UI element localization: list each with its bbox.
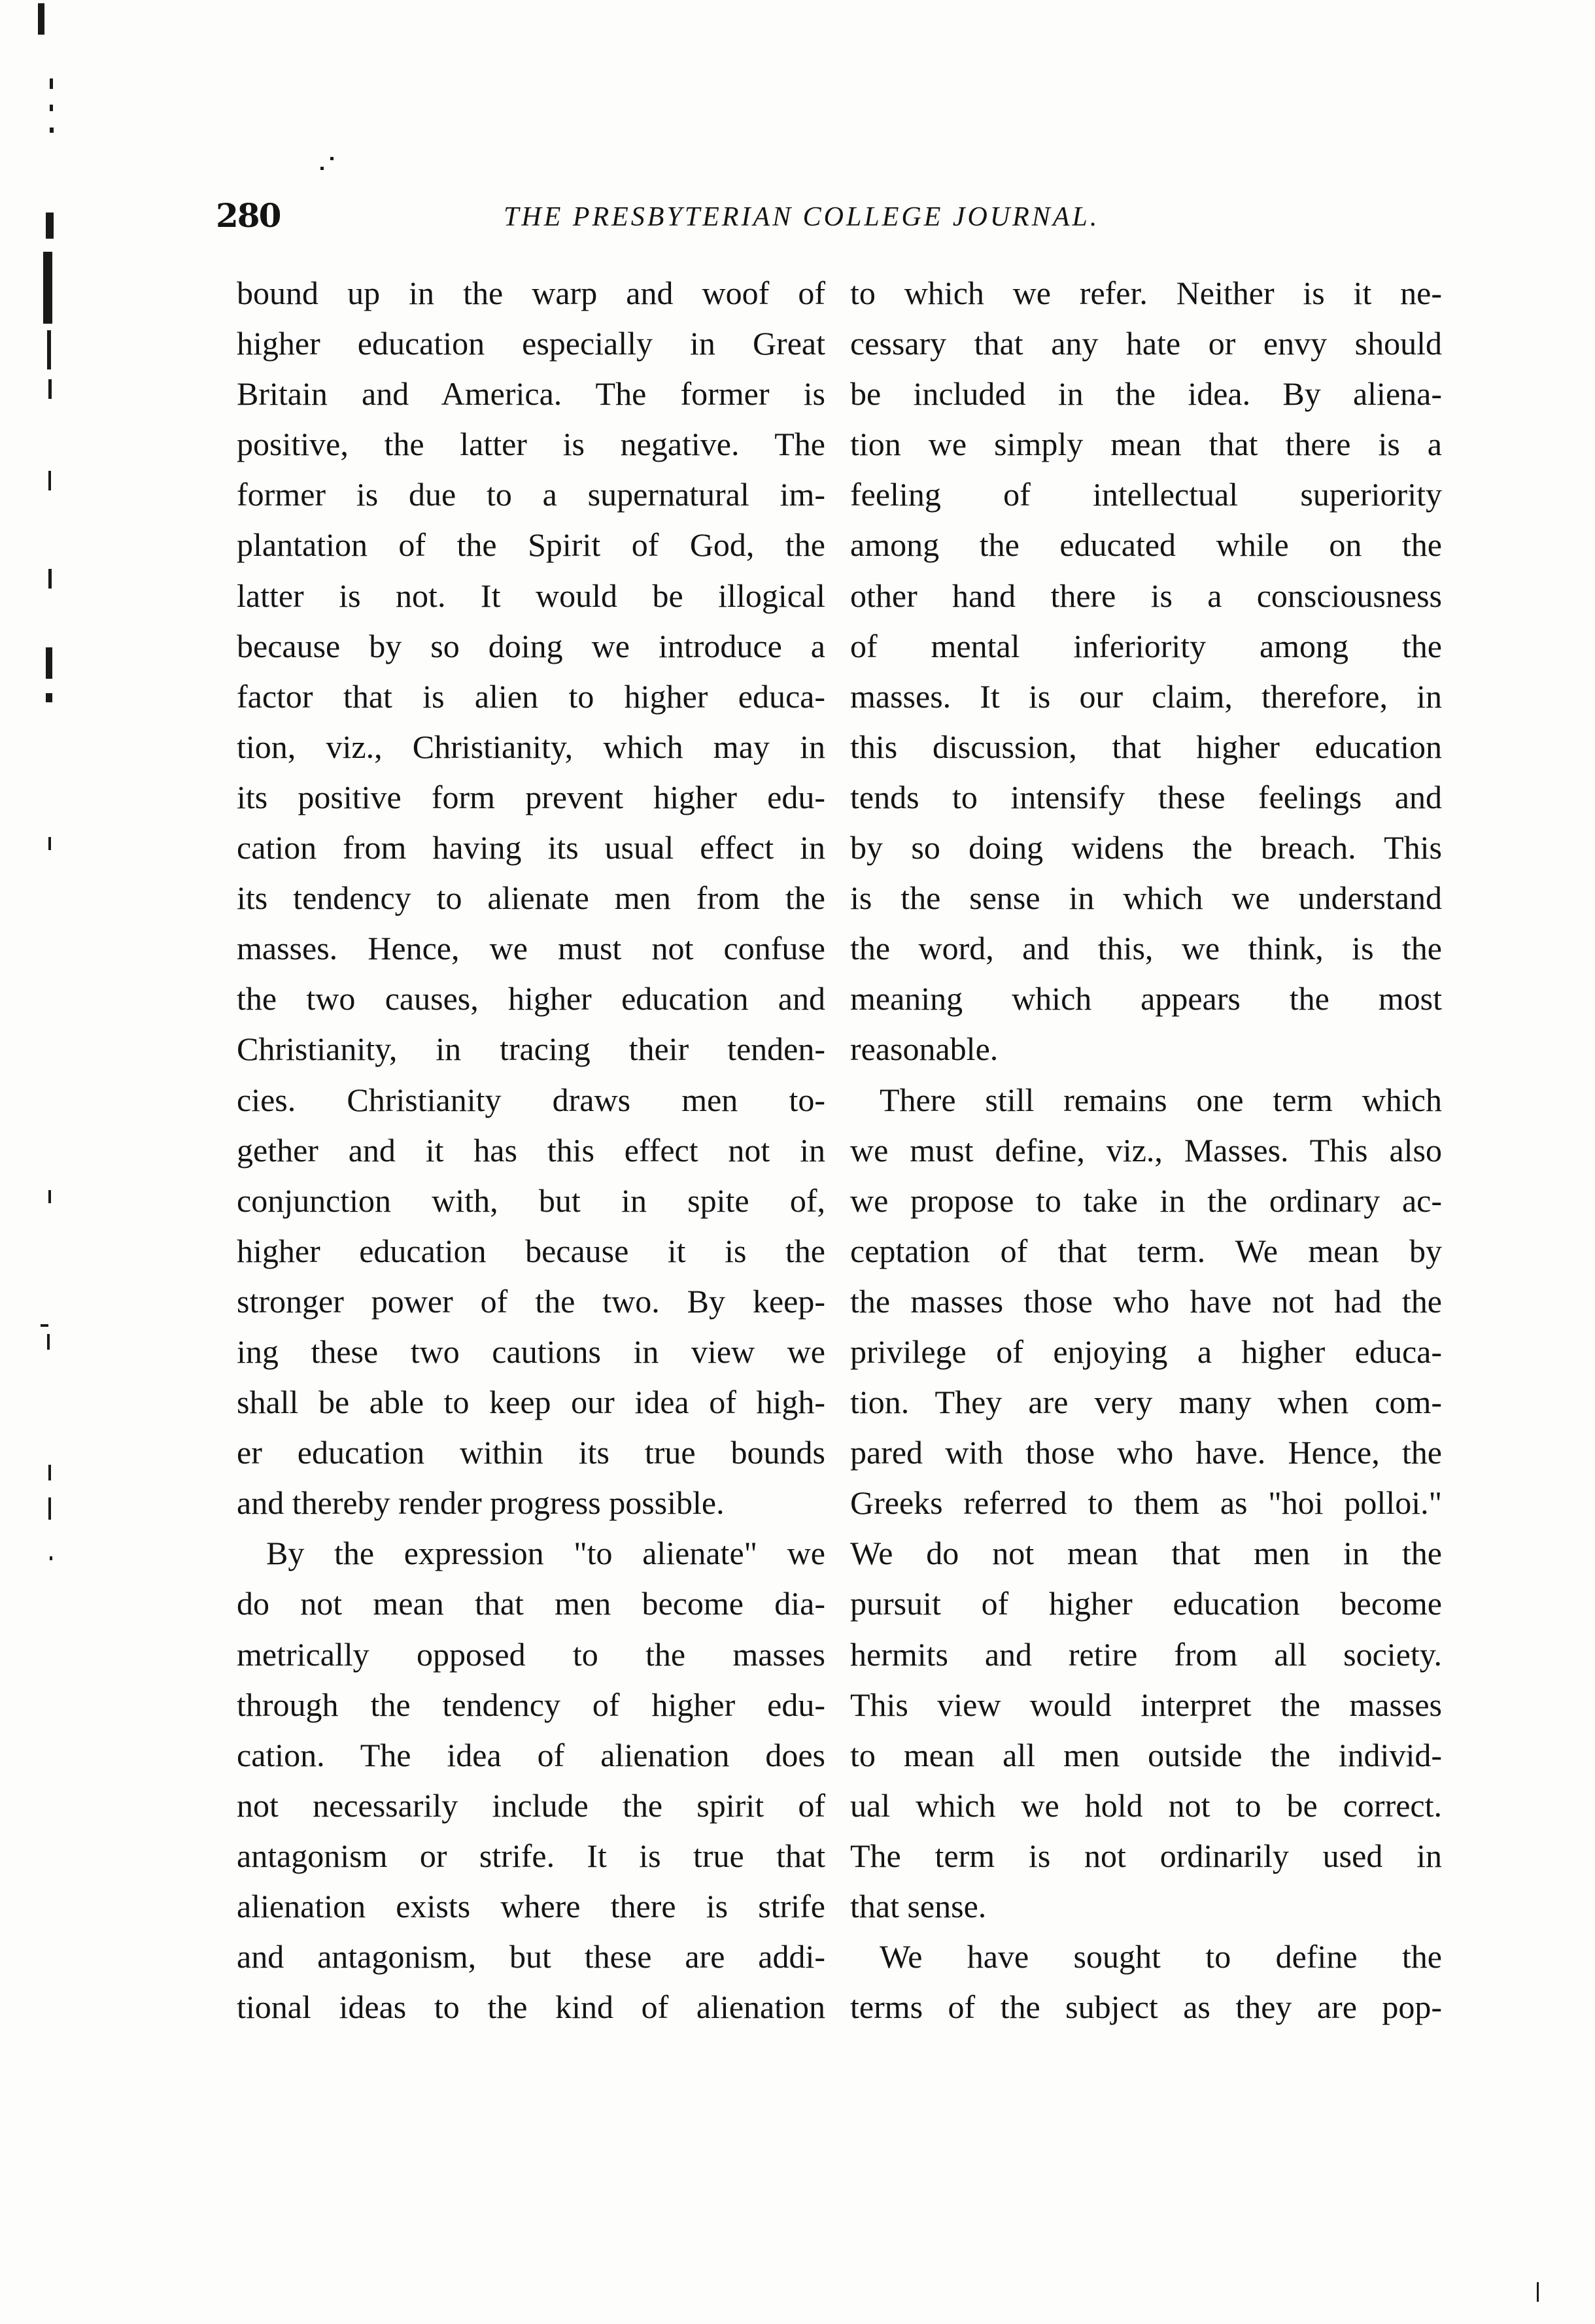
text-line: reasonable. xyxy=(850,1031,999,1068)
text-line: Christianity, in tracing their tenden- xyxy=(237,1031,825,1068)
text-line: latter is not. It would be illogical xyxy=(237,577,825,614)
scan-artifact-mark xyxy=(41,1324,48,1327)
text-line: of mental inferiority among the xyxy=(850,627,1442,664)
text-line: ual which we hold not to be correct. xyxy=(850,1786,1442,1824)
text-line: this discussion, that higher education xyxy=(850,728,1442,765)
text-line: er education within its true bounds xyxy=(237,1434,825,1471)
scan-artifact-mark xyxy=(48,1190,51,1203)
text-line: former is due to a supernatural im- xyxy=(237,476,825,513)
text-line: masses. Hence, we must not confuse xyxy=(237,930,825,967)
scan-artifact-mark xyxy=(38,3,44,35)
scan-artifact-mark xyxy=(48,471,51,490)
text-line: by so doing widens the breach. This xyxy=(850,829,1442,866)
text-line: By the expression "to alienate" we xyxy=(266,1535,825,1572)
text-line: conjunction with, but in spite of, xyxy=(237,1182,825,1219)
scan-artifact-mark xyxy=(320,167,324,170)
text-line: its positive form prevent higher edu- xyxy=(237,778,825,815)
scan-artifact-mark xyxy=(50,1556,52,1560)
text-line: we propose to take in the ordinary ac- xyxy=(850,1182,1442,1219)
text-line: tion. They are very many when com- xyxy=(850,1384,1442,1421)
left-column xyxy=(237,268,825,2032)
text-line: that sense. xyxy=(850,1888,987,1924)
text-line: privilege of enjoying a higher educa- xyxy=(850,1333,1442,1370)
scan-artifact-mark xyxy=(50,78,53,89)
text-line: cation from having its usual effect in xyxy=(237,829,825,866)
text-line: The term is not ordinarily used in xyxy=(850,1837,1442,1874)
text-line: terms of the subject as they are pop- xyxy=(850,1989,1442,2026)
text-line: tional ideas to the kind of alienation xyxy=(237,1989,825,2026)
text-line: and thereby render progress possible. xyxy=(237,1484,725,1522)
text-line: antagonism or strife. It is true that xyxy=(237,1837,825,1874)
text-line: its tendency to alienate men from the xyxy=(237,880,825,917)
text-line: not necessarily include the spirit of xyxy=(237,1786,825,1824)
text-line: the two causes, higher education and xyxy=(237,980,825,1017)
text-line: alienation exists where there is strife xyxy=(237,1888,825,1924)
scan-artifact-mark xyxy=(43,252,52,324)
text-line: and antagonism, but these are addi- xyxy=(237,1938,825,1975)
text-line: cation. The idea of alienation does xyxy=(237,1736,825,1773)
text-line: among the educated while on the xyxy=(850,526,1442,564)
text-line: other hand there is a consciousness xyxy=(850,577,1442,614)
text-line: metrically opposed to the masses xyxy=(237,1635,825,1673)
text-line: the word, and this, we think, is the xyxy=(850,930,1442,967)
text-line: This view would interpret the masses xyxy=(850,1686,1442,1723)
text-line: ing these two cautions in view we xyxy=(237,1333,825,1370)
text-line: stronger power of the two. By keep- xyxy=(237,1282,825,1320)
text-line: gether and it has this effect not in xyxy=(237,1131,825,1169)
scan-artifact-mark xyxy=(46,213,54,239)
scan-artifact-mark xyxy=(47,330,51,369)
text-line: Greeks referred to them as "hoi polloi." xyxy=(850,1484,1442,1522)
text-line: ceptation of that term. We mean by xyxy=(850,1232,1442,1269)
text-line: pursuit of higher education become xyxy=(850,1585,1442,1622)
text-line: to which we refer. Neither is it ne- xyxy=(850,275,1442,311)
scan-artifact-mark xyxy=(48,379,52,399)
text-line: tends to intensify these feelings and xyxy=(850,778,1442,815)
text-line: positive, the latter is negative. The xyxy=(237,426,825,463)
text-line: be included in the idea. By aliena- xyxy=(850,375,1442,413)
scan-artifact-mark xyxy=(46,647,52,679)
text-line: we must define, viz., Masses. This also xyxy=(850,1131,1442,1169)
scan-artifact-mark xyxy=(330,157,334,160)
text-line: factor that is alien to higher educa- xyxy=(237,677,825,715)
text-line: higher education especially in Great xyxy=(237,325,825,362)
text-line: higher education because it is the xyxy=(237,1232,825,1269)
scan-artifact-mark xyxy=(46,693,52,702)
text-line: shall be able to keep our idea of high- xyxy=(237,1384,825,1421)
text-line: cies. Christianity draws men to- xyxy=(237,1081,825,1118)
scan-artifact-mark xyxy=(48,569,52,589)
text-line: masses. It is our claim, therefore, in xyxy=(850,677,1442,715)
text-line: do not mean that men become dia- xyxy=(237,1585,825,1622)
page-number: 280 xyxy=(216,196,281,235)
text-line: because by so doing we introduce a xyxy=(237,627,825,664)
text-line: is the sense in which we understand xyxy=(850,880,1442,917)
text-line: There still remains one term which xyxy=(880,1081,1442,1118)
running-title: THE PRESBYTERIAN COLLEGE JOURNAL. xyxy=(504,202,1100,232)
text-line: meaning which appears the most xyxy=(850,980,1442,1017)
page-header xyxy=(216,196,1236,248)
text-line: tion we simply mean that there is a xyxy=(850,426,1442,463)
text-line: through the tendency of higher edu- xyxy=(237,1686,825,1723)
scan-artifact-mark xyxy=(48,837,51,850)
scan-artifact-mark xyxy=(48,1465,51,1480)
text-line: the masses those who have not had the xyxy=(850,1282,1442,1320)
text-line: cessary that any hate or envy should xyxy=(850,325,1442,362)
scan-artifact-mark xyxy=(48,1497,51,1520)
text-line: plantation of the Spirit of God, the xyxy=(237,526,825,564)
text-line: to mean all men outside the individ- xyxy=(850,1736,1442,1773)
text-line: tion, viz., Christianity, which may in xyxy=(237,728,825,765)
text-line: Britain and America. The former is xyxy=(237,375,825,413)
text-line: hermits and retire from all society. xyxy=(850,1635,1442,1673)
scan-artifact-mark xyxy=(47,1334,50,1350)
text-line: feeling of intellectual superiority xyxy=(850,476,1442,513)
scan-artifact-mark xyxy=(1537,2282,1539,2302)
right-column xyxy=(850,268,1442,2032)
text-line: We have sought to define the xyxy=(880,1938,1442,1975)
scan-artifact-mark xyxy=(50,105,53,111)
text-line: We do not mean that men in the xyxy=(850,1535,1442,1572)
text-line: bound up in the warp and woof of xyxy=(237,275,825,311)
scan-artifact-mark xyxy=(50,128,54,133)
text-line: pared with those who have. Hence, the xyxy=(850,1434,1442,1471)
